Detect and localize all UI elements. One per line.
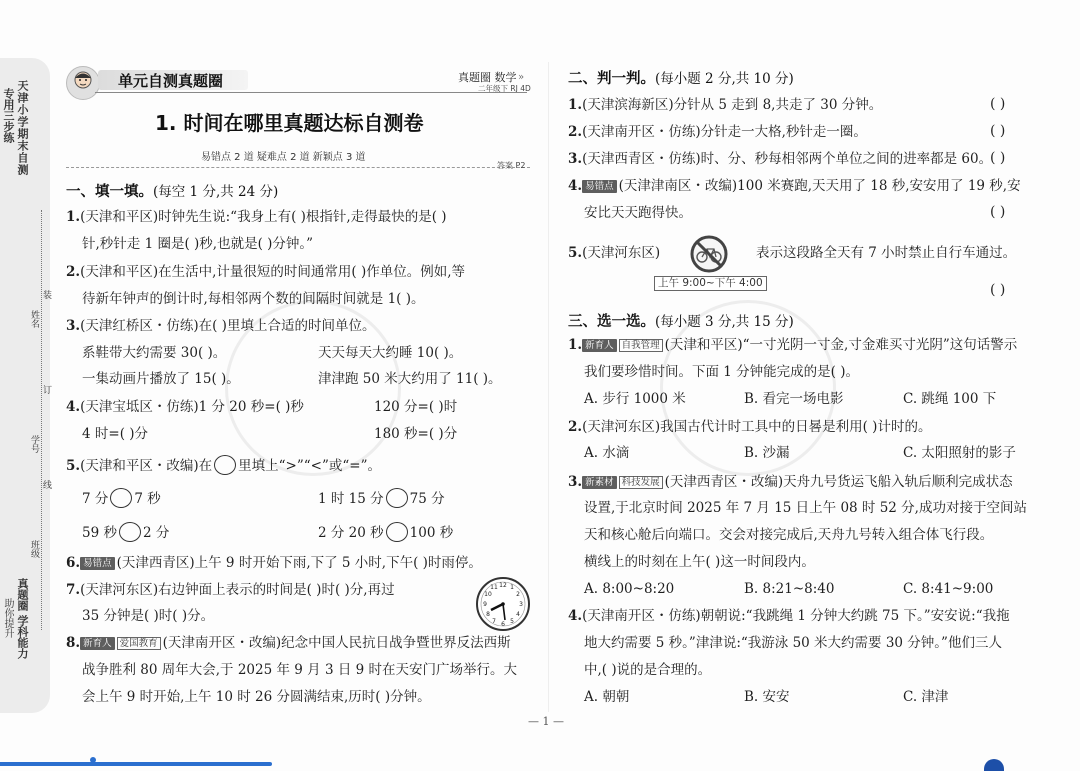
brand-label: 真题圈 数学 bbox=[458, 71, 517, 84]
cmp-right: 7 秒 bbox=[134, 491, 161, 507]
answer-paren[interactable]: ( ) bbox=[990, 123, 1006, 139]
banner-title: 单元自测真题圈 bbox=[118, 72, 224, 90]
section-1-heading bbox=[66, 180, 278, 201]
q4-c: 4 时=( )分 bbox=[82, 426, 149, 442]
option-a[interactable]: A. 朝朝 bbox=[584, 689, 630, 705]
badge-topic: 科技发展 bbox=[619, 476, 663, 489]
judge-q4-line2: 安比天天跑得快。 bbox=[584, 205, 692, 221]
compare-circle[interactable] bbox=[386, 488, 408, 508]
q-text: (天津和平区)在生活中,计量很短的时间通常用( )作单位。例如,等 bbox=[80, 264, 466, 280]
no-bicycle-sign-icon bbox=[690, 235, 728, 273]
dashed-rule bbox=[66, 167, 530, 168]
q-num: 2. bbox=[568, 124, 583, 140]
q-num: 1. bbox=[568, 97, 583, 113]
compare-circle[interactable] bbox=[386, 522, 408, 542]
q-text: (天津南开区・仿练)朝朝说:“我跳绳 1 分钟大约跳 75 下。”安安说:“我拖 bbox=[582, 608, 1010, 624]
arrow-icon: » bbox=[518, 72, 525, 83]
section-2-heading bbox=[568, 67, 794, 88]
q-text: (天津南开区・仿练)分针走一大格,秒针走一圈。 bbox=[582, 124, 867, 140]
q3-a: 系鞋带大约需要 30( )。 bbox=[82, 345, 227, 361]
option-c[interactable]: C. 津津 bbox=[903, 689, 949, 705]
compare-circle[interactable] bbox=[110, 488, 132, 508]
badge-topic: 爱国教育 bbox=[117, 637, 161, 650]
svg-text:9: 9 bbox=[483, 601, 487, 608]
q-text: (天津西青区・改编)天舟九号货运飞船入轨后顺利完成状态 bbox=[664, 474, 1013, 490]
option-c[interactable]: C. 8:41~9:00 bbox=[903, 581, 994, 597]
q-text: (天津河东区)我国古代计时工具中的日晷是利用( )计时的。 bbox=[582, 419, 932, 435]
field-name: 姓名 bbox=[29, 310, 39, 328]
q-text: (天津河东区) bbox=[582, 245, 661, 261]
q5-c bbox=[82, 522, 169, 543]
option-b[interactable]: B. 沙漏 bbox=[744, 445, 790, 461]
page-title: 1. 时间在哪里真题达标自测卷 bbox=[155, 111, 424, 135]
q-text: (天津滨海新区)分针从 5 走到 8,共走了 30 分钟。 bbox=[582, 97, 883, 113]
cmp-right: 100 秒 bbox=[409, 525, 454, 541]
cmp-left: 7 分 bbox=[82, 491, 109, 507]
q1-line2: 针,秒针走 1 圈是( )秒,也就是( )分钟。” bbox=[82, 236, 314, 252]
compare-circle[interactable] bbox=[119, 522, 141, 542]
svg-text:4: 4 bbox=[516, 611, 520, 618]
choice-q1-line2: 我们要珍惜时间。下面 1 分钟能完成的是( )。 bbox=[584, 364, 859, 380]
column-divider bbox=[548, 62, 549, 712]
q-text: (天津和平区)“一寸光阴一寸金,寸金难买寸光阴”这句话警示 bbox=[664, 337, 1018, 353]
sidebar-bottom-label-2: 助你提升 bbox=[2, 598, 13, 638]
q4-b: 120 分=( )时 bbox=[374, 399, 458, 415]
q-num: 2. bbox=[568, 419, 583, 435]
option-b[interactable]: B. 安安 bbox=[744, 689, 790, 705]
svg-text:6: 6 bbox=[501, 621, 505, 628]
section-3-points: (每小题 3 分,共 15 分) bbox=[655, 314, 794, 330]
option-c[interactable]: C. 跳绳 100 下 bbox=[903, 391, 997, 407]
answer-paren[interactable]: ( ) bbox=[990, 282, 1006, 298]
judge-q5 bbox=[568, 244, 660, 263]
q4-d: 180 秒=( )分 bbox=[374, 426, 458, 442]
sidebar-top-label: 天津小学期末自测 bbox=[16, 80, 29, 176]
cut-mark: 线 bbox=[41, 480, 51, 489]
section-2-points: (每小题 2 分,共 10 分) bbox=[655, 71, 794, 87]
sidebar-top-label-2: 专用三步练 bbox=[2, 88, 15, 143]
judge-q3 bbox=[568, 150, 992, 169]
q3-d: 津津跑 50 米大约用了 11( )。 bbox=[318, 371, 502, 387]
field-id: 学号 bbox=[29, 435, 39, 453]
sidebar-bottom-label: 真题圈 学科能力 bbox=[16, 578, 29, 659]
q-num: 3. bbox=[568, 474, 583, 490]
q6-line bbox=[66, 554, 482, 573]
q7-line1 bbox=[66, 581, 395, 600]
section-2-title: 二、判一判。 bbox=[568, 71, 655, 87]
q5-line1 bbox=[66, 455, 381, 476]
q-num: 5. bbox=[66, 458, 81, 474]
choice-q3-line3: 天和核心舱后向端口。交会对接完成后,天舟九号转入组合体飞行段。 bbox=[584, 527, 994, 543]
judge-q1 bbox=[568, 96, 882, 115]
q3-line1 bbox=[66, 317, 375, 336]
cut-mark: 装 bbox=[41, 290, 51, 299]
page-number: — 1 — bbox=[528, 715, 564, 728]
clock-icon bbox=[475, 576, 531, 632]
choice-q2-line1 bbox=[568, 418, 931, 437]
q-text: (天津宝坻区・仿练)1 分 20 秒=( )秒 bbox=[80, 399, 304, 415]
cmp-left: 59 秒 bbox=[82, 525, 117, 541]
choice-q3-line1 bbox=[568, 473, 1013, 492]
q8-line3: 会上午 9 时开始,上午 10 时 26 分圆满结束,历时( )分钟。 bbox=[82, 689, 431, 705]
option-b[interactable]: B. 8:21~8:40 bbox=[744, 581, 835, 597]
badge-new-material: 新素材 bbox=[582, 476, 617, 489]
svg-text:8: 8 bbox=[486, 611, 490, 618]
q1-line1 bbox=[66, 208, 447, 227]
cut-mark: 订 bbox=[41, 385, 51, 394]
cmp-right: 2 分 bbox=[142, 525, 170, 541]
q3-c: 一集动画片播放了 15( )。 bbox=[82, 371, 240, 387]
q8-line1 bbox=[66, 634, 511, 653]
q-text: (天津西青区)上午 9 时开始下雨,下了 5 小时,下午( )时雨停。 bbox=[116, 555, 482, 571]
section-3-title: 三、选一选。 bbox=[568, 314, 655, 330]
mascot-icon bbox=[66, 66, 100, 100]
progress-dot bbox=[90, 757, 96, 763]
q5-d bbox=[318, 522, 453, 543]
option-a[interactable]: A. 8:00~8:20 bbox=[584, 581, 675, 597]
answer-ref: 答案 P2 bbox=[497, 161, 526, 170]
svg-text:2: 2 bbox=[516, 591, 520, 598]
choice-q3-line2: 设置,于北京时间 2025 年 7 月 15 日上午 08 时 52 分,成功对接于空间站 bbox=[584, 500, 1027, 516]
q5-b bbox=[318, 488, 445, 509]
choice-q3-line4: 横线上的时刻在上午( )这一时间段内。 bbox=[584, 554, 815, 570]
bottom-progress-bar bbox=[0, 762, 272, 766]
svg-text:5: 5 bbox=[510, 618, 514, 625]
badge-error-prone: 易错点 bbox=[80, 557, 115, 570]
svg-text:11: 11 bbox=[490, 584, 498, 591]
q-num: 4. bbox=[568, 608, 583, 624]
q-text: (天津河东区)右边钟面上表示的时间是( )时( )分,再过 bbox=[80, 582, 395, 598]
choice-q4-line2: 地大约需要 5 秒。”津津说:“我游泳 50 米大约需要 30 分钟。”他们三人 bbox=[584, 635, 1002, 651]
cmp-right: 75 分 bbox=[409, 491, 445, 507]
svg-text:12: 12 bbox=[499, 582, 507, 589]
q-num: 7. bbox=[66, 582, 81, 598]
q-num: 8. bbox=[66, 635, 81, 651]
q-text: (天津红桥区・仿练)在( )里填上合适的时间单位。 bbox=[80, 318, 376, 334]
judge-q5-text: 表示这段路全天有 7 小时禁止自行车通过。 bbox=[756, 245, 1017, 261]
answer-paren[interactable]: ( ) bbox=[990, 96, 1006, 112]
grade-label: 二年级下 RJ 4D bbox=[478, 84, 531, 93]
q8-line2: 战争胜利 80 周年大会,于 2025 年 9 月 3 日 9 时在天安门广场举行。大 bbox=[82, 662, 518, 678]
q-num: 3. bbox=[568, 151, 583, 167]
svg-text:10: 10 bbox=[484, 591, 492, 598]
sign-time-label: 上午 9:00~下午 4:00 bbox=[654, 276, 767, 291]
q-num: 4. bbox=[66, 399, 81, 415]
q7-line2: 35 分钟是( )时( )分。 bbox=[82, 608, 215, 624]
q-num: 1. bbox=[568, 337, 583, 353]
q-num: 1. bbox=[66, 209, 81, 225]
cmp-left: 2 分 20 秒 bbox=[318, 525, 384, 541]
header-rule bbox=[95, 92, 527, 93]
badge-topic: 自我管理 bbox=[619, 339, 663, 352]
q-text: (天津和平区・改编)在 bbox=[80, 458, 213, 474]
badge-new: 新育人 bbox=[582, 339, 617, 352]
svg-text:3: 3 bbox=[519, 601, 523, 608]
answer-paren[interactable]: ( ) bbox=[990, 150, 1006, 166]
q2-line2: 待新年钟声的倒计时,每相邻两个数的间隔时间就是 1( )。 bbox=[82, 291, 425, 307]
svg-text:1: 1 bbox=[510, 584, 514, 591]
choice-q4-line3: 中,( )说的是合理的。 bbox=[584, 662, 712, 678]
q-num: 5. bbox=[568, 245, 583, 261]
q3-b: 天天每天大约睡 10( )。 bbox=[318, 345, 463, 361]
svg-text:7: 7 bbox=[492, 618, 496, 625]
section-3-heading bbox=[568, 310, 794, 331]
stats-line: 易错点 2 道 疑难点 2 道 新颖点 3 道 bbox=[201, 152, 366, 163]
q-text: (天津西青区・仿练)时、分、秒每相邻两个单位之间的进率都是 60。 bbox=[582, 151, 993, 167]
q5-a bbox=[82, 488, 161, 509]
q-text: 里填上“>”“<”或“=”。 bbox=[238, 458, 381, 474]
circle-blank-icon bbox=[214, 455, 236, 475]
cut-line bbox=[41, 210, 42, 630]
option-c[interactable]: C. 太阳照射的影子 bbox=[903, 445, 1016, 461]
q-text: (天津津南区・改编)100 米赛跑,天天用了 18 秒,安安用了 19 秒,安 bbox=[618, 178, 1021, 194]
q4-line1 bbox=[66, 398, 304, 417]
section-1-points: (每空 1 分,共 24 分) bbox=[153, 184, 279, 200]
q-num: 2. bbox=[66, 264, 81, 280]
q-num: 3. bbox=[66, 318, 81, 334]
floating-button[interactable] bbox=[984, 759, 1004, 771]
q-text: (天津南开区・改编)纪念中国人民抗日战争暨世界反法西斯 bbox=[162, 635, 511, 651]
badge-new: 新育人 bbox=[80, 637, 115, 650]
section-1-title: 一、填一填。 bbox=[66, 184, 153, 200]
judge-q4-line1 bbox=[568, 177, 1021, 196]
option-a[interactable]: A. 水滴 bbox=[584, 445, 630, 461]
judge-q2 bbox=[568, 123, 867, 142]
badge-error-prone: 易错点 bbox=[582, 180, 617, 193]
q-num: 6. bbox=[66, 555, 81, 571]
answer-paren[interactable]: ( ) bbox=[990, 204, 1006, 220]
cmp-left: 1 时 15 分 bbox=[318, 491, 384, 507]
q-num: 4. bbox=[568, 178, 583, 194]
option-a[interactable]: A. 步行 1000 米 bbox=[584, 391, 686, 407]
field-class: 班级 bbox=[29, 540, 39, 558]
choice-q1-line1 bbox=[568, 336, 1017, 355]
option-b[interactable]: B. 看完一场电影 bbox=[744, 391, 844, 407]
q2-line1 bbox=[66, 263, 465, 282]
q-text: (天津和平区)时钟先生说:“我身上有( )根指针,走得最快的是( ) bbox=[80, 209, 447, 225]
choice-q4-line1 bbox=[568, 607, 1010, 626]
